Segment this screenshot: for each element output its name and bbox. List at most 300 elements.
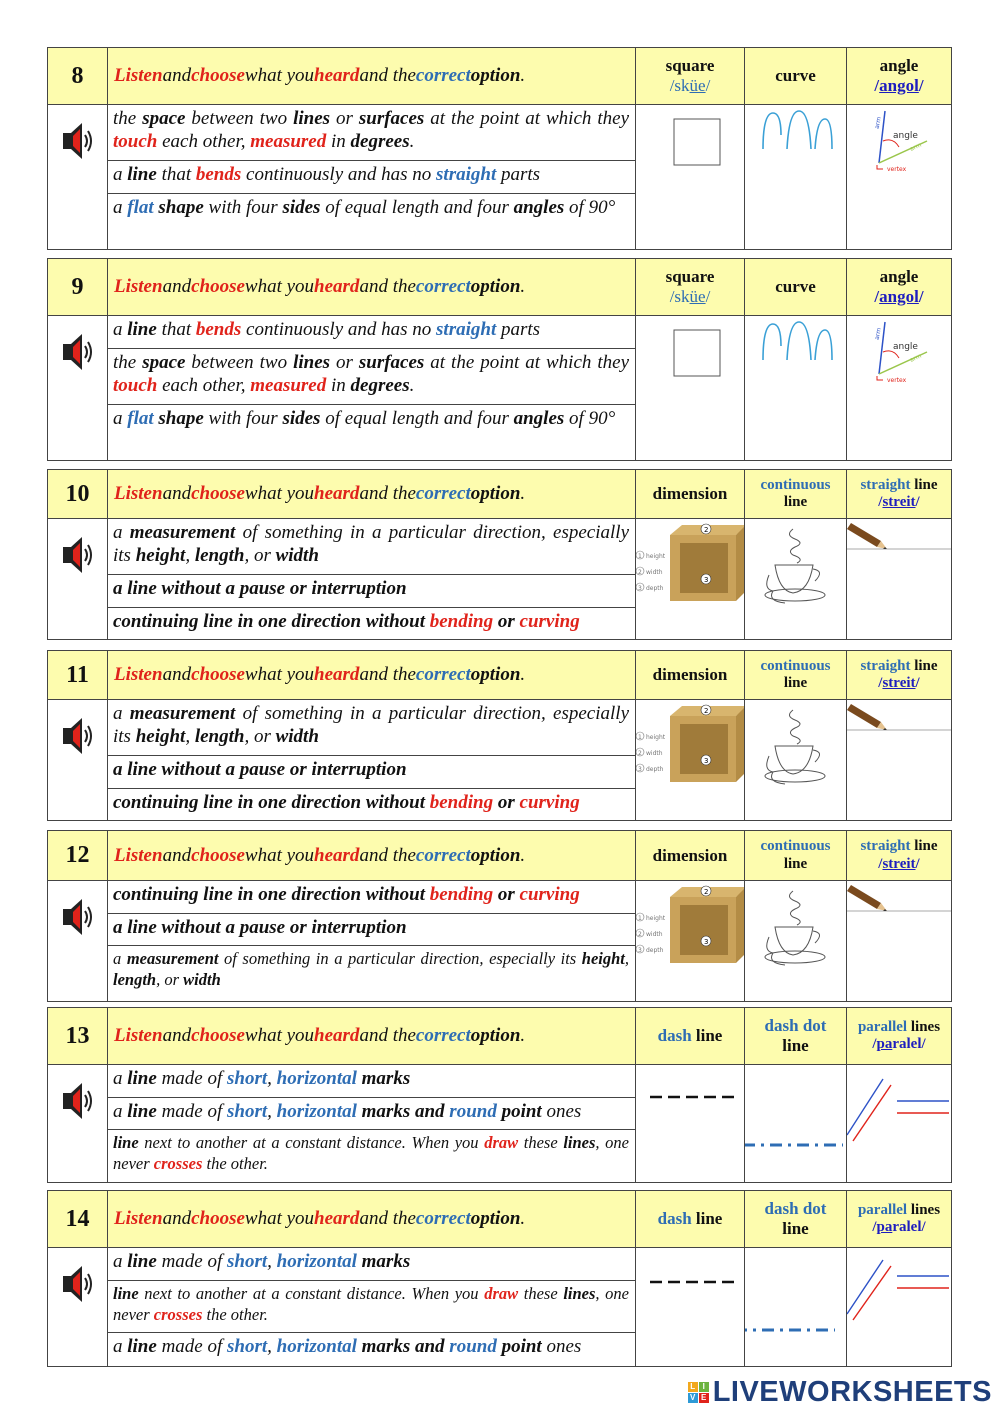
instr-listen: Listen [114,65,163,86]
definition-row[interactable] [108,608,635,639]
instr-heard: heard [314,276,360,297]
pron-part: / [915,855,920,872]
option-pronunciation [874,76,923,96]
straight-line-picture[interactable] [847,700,951,820]
definition-row[interactable] [108,194,635,249]
option-word: line [783,494,808,510]
liveworksheets-logo [688,1376,992,1409]
square-shape-icon [636,316,744,456]
definitions [108,105,636,249]
def-keyword: surfaces [358,108,425,129]
vertex-label: vertex [887,377,907,384]
dimension-picture[interactable] [636,700,745,820]
box-number: 2 [704,707,709,715]
curve-shape-icon [745,105,845,245]
box-number: 3 [638,766,642,773]
instr-correct: correct [415,276,471,297]
def-keyword: short [227,1101,268,1122]
definition-row[interactable] [108,1333,635,1366]
def-keyword: lines [563,1284,596,1303]
instruction-text [108,259,636,315]
def-text: a [113,1101,128,1122]
exercise-8 [47,47,952,250]
option-pronunciation [670,287,711,307]
pron-part: / [705,76,711,95]
option-dash-dot-line[interactable] [745,1008,847,1064]
option-word: dimension [652,484,728,504]
def-text: made of [156,1101,227,1122]
pron-part: / [872,1036,877,1052]
arm-label: arm [873,327,883,341]
def-text: a [113,408,128,429]
option-word: line [910,838,938,855]
instr-text: and the [359,276,416,297]
def-keyword: curving [519,611,580,632]
speaker-icon[interactable] [62,1079,94,1123]
def-keyword: line [127,1068,157,1089]
option-straight-line[interactable] [847,831,951,880]
box-label: height [646,915,666,922]
continuous-line-picture[interactable] [745,881,847,1001]
box-dimension-icon [636,881,744,1001]
option-dash-dot-line[interactable] [745,1191,847,1247]
option-word: line [782,1219,809,1238]
option-word: lines [907,1018,941,1035]
option-word: line [910,657,938,674]
instr-option: option [470,664,521,685]
speaker-icon[interactable] [62,714,94,758]
def-text: a [113,197,128,218]
def-text: the [113,352,143,373]
instr-text: and [162,276,192,297]
def-text: made of [156,1251,227,1272]
exercise-number: 10 [48,470,108,518]
def-keyword: draw [484,1133,519,1152]
speaker-icon[interactable] [62,119,94,163]
option-dimension[interactable] [636,470,745,518]
straight-line-picture[interactable] [847,881,951,1001]
pron-part: / [878,855,883,872]
def-text: parts [496,164,541,185]
def-text: , [267,1068,277,1089]
box-number: 2 [638,569,642,576]
definition-row[interactable] [108,405,635,460]
option-word: line [783,675,808,691]
def-text: . [409,375,415,396]
definitions [108,881,636,1001]
option-parallel-lines[interactable] [847,1008,951,1064]
option-pronunciation [874,287,923,307]
speaker-icon[interactable] [62,533,94,577]
def-text: . [409,131,415,152]
vertex-label: vertex [887,166,907,173]
def-text: , [267,1101,277,1122]
instr-text: what you [244,483,315,504]
box-number: 3 [704,757,709,765]
def-text: the other. [202,1305,268,1324]
instr-text: and the [359,65,416,86]
definition-row[interactable] [108,756,635,789]
instr-correct: correct [415,1208,471,1229]
def-text: in [326,375,351,396]
def-text: of 90° [564,408,616,429]
angle-picture[interactable] [847,105,951,249]
dash-line-icon [636,1065,744,1181]
def-keyword: bends [195,319,242,340]
instr-listen: Listen [114,844,163,866]
def-text: of equal length and four [320,408,514,429]
option-word: curve [775,277,816,297]
def-keyword: curving [519,792,580,813]
def-text: a [113,1251,128,1272]
def-text: the other. [202,1154,268,1173]
option-square[interactable] [636,48,745,104]
def-text: a line without a pause or interruption [113,917,407,938]
def-keyword: round [449,1336,497,1357]
def-keyword: height [135,726,186,747]
speaker-icon[interactable] [62,1262,94,1306]
box-number: 1 [638,915,642,922]
option-curve[interactable] [745,259,847,315]
straight-line-picture[interactable] [847,519,951,639]
audio-cell [48,881,108,1001]
angle-diagram-icon [847,105,951,245]
instruction-text [108,651,636,699]
def-text: a [113,164,128,185]
box-label: depth [646,947,664,954]
def-keyword: horizontal [276,1251,357,1272]
def-text: between two [185,108,294,129]
pron-part: streit [882,494,916,510]
pron-part: /sk [669,287,690,306]
def-text: a [113,949,127,968]
exercise-body [48,519,951,639]
square-picture[interactable] [636,105,745,249]
box-number: 2 [638,750,642,757]
def-text: a [113,703,130,724]
dash-line-picture[interactable] [636,1065,745,1182]
option-square[interactable] [636,259,745,315]
dimension-picture[interactable] [636,881,745,1001]
instr-text: and the [359,1208,416,1229]
continuous-line-picture[interactable] [745,700,847,820]
angle-label: angle [893,131,918,141]
definition-row[interactable] [108,700,635,756]
option-straight-line[interactable] [847,651,951,699]
def-text: continuing line in one direction without [113,611,430,632]
def-text: continuing line in one direction without [113,792,430,813]
option-word: dimension [652,845,728,865]
def-keyword: crosses [153,1154,203,1173]
def-text: that [156,164,196,185]
exercise-number: 12 [48,831,108,880]
option-word: curve [775,66,816,86]
option-word: dash [657,1209,692,1229]
def-keyword: width [183,970,221,989]
def-text: with four [203,408,283,429]
speaker-icon[interactable] [62,330,94,374]
parallel-lines-picture[interactable] [847,1248,951,1366]
option-word: continuous [760,657,831,674]
instr-text: and [162,1025,192,1046]
option-word: continuous [760,476,831,493]
def-text: of something in a particular direction, especially its [113,522,629,566]
def-keyword: short [227,1251,268,1272]
option-pronunciation [878,675,919,692]
exercise-header [48,831,951,881]
definition-row[interactable] [108,1130,635,1182]
def-text: , [185,726,195,747]
option-word: square [665,56,715,76]
instr-text: and the [359,664,416,685]
definition-row[interactable] [108,1065,635,1098]
pron-part: ralel/ [892,1219,926,1235]
logo-letter: L [688,1382,698,1392]
option-word: dimension [652,665,728,685]
option-angle[interactable] [847,48,951,104]
definition-row[interactable] [108,519,635,575]
definition-row[interactable] [108,349,635,405]
speaker-icon[interactable] [62,895,94,939]
instr-text: and the [359,483,416,504]
definition-row[interactable] [108,914,635,946]
definition-row[interactable] [108,105,635,161]
def-text: a [113,522,130,543]
continuous-line-picture[interactable] [745,519,847,639]
def-text: or [493,611,520,632]
box-label: height [646,553,666,560]
option-straight-line[interactable] [847,470,951,518]
coffee-cup-sketch-icon [745,700,845,820]
option-dash-line[interactable] [636,1008,745,1064]
pencil-line-icon [847,700,951,820]
def-keyword: length [113,970,157,989]
pron-part: ralel/ [892,1036,926,1052]
dash-line-picture[interactable] [636,1248,745,1366]
box-number: 2 [704,888,709,896]
exercise-number: 14 [48,1191,108,1247]
instr-option: option [470,1208,521,1229]
square-shape-icon [636,105,744,245]
instr-listen: Listen [114,483,163,504]
def-keyword: measurement [126,949,219,968]
def-text: , [267,1251,277,1272]
def-keyword: line [127,1336,157,1357]
definition-row[interactable] [108,1248,635,1281]
arm-label: arm [873,116,883,130]
definition-row[interactable] [108,946,635,1001]
instr-listen: Listen [114,1208,163,1229]
exercise-number: 9 [48,259,108,315]
option-pronunciation [872,1036,925,1053]
coffee-cup-sketch-icon [745,519,845,639]
pron-part: üe [689,76,706,95]
definition-row[interactable] [108,161,635,194]
pron-part: pa [876,1219,893,1235]
def-keyword: angles [513,408,565,429]
box-number: 1 [638,734,642,741]
definitions [108,316,636,460]
option-word: lines [907,1201,941,1218]
instr-text: what you [244,664,315,685]
parallel-lines-picture[interactable] [847,1065,951,1182]
pron-part: / [705,287,711,306]
dash-dot-line-picture[interactable] [745,1248,847,1366]
curve-picture[interactable] [745,105,847,249]
angle-diagram-icon [847,316,951,456]
option-word: line [783,855,808,872]
def-keyword: angles [513,197,565,218]
instr-option: option [470,65,521,86]
def-keyword: width [275,726,319,747]
exercise-body [48,700,951,820]
box-dimension-icon [636,700,744,820]
coffee-cup-sketch-icon [745,881,845,1001]
def-keyword: measured [250,131,327,152]
option-dimension[interactable] [636,651,745,699]
instr-heard: heard [314,483,360,504]
instr-option: option [470,483,521,504]
def-keyword: width [275,545,319,566]
audio-cell [48,1248,108,1366]
def-keyword: touch [113,375,158,396]
definition-row[interactable] [108,1281,635,1333]
exercise-number: 13 [48,1008,108,1064]
box-number: 3 [704,576,709,584]
option-word: straight [860,838,911,855]
def-keyword: line [113,1284,139,1303]
dimension-picture[interactable] [636,519,745,639]
exercise-10 [47,469,952,640]
audio-cell [48,519,108,639]
instr-heard: heard [314,1208,360,1229]
option-parallel-lines[interactable] [847,1191,951,1247]
definition-row[interactable] [108,316,635,349]
exercise-body [48,105,951,249]
instr-choose: choose [191,1025,245,1046]
instr-text: and the [359,844,416,866]
instr-text: and [162,483,192,504]
pron-part: / [915,675,920,691]
instruction-text [108,470,636,518]
option-word: line [691,1209,723,1229]
instr-heard: heard [314,664,360,685]
def-text: or [330,352,359,373]
instr-listen: Listen [114,1025,163,1046]
exercise-header [48,1008,951,1065]
option-dimension[interactable] [636,831,745,880]
square-picture[interactable] [636,316,745,460]
option-word: dash [657,1026,692,1046]
option-continuous-line[interactable] [745,831,847,880]
def-keyword: crosses [153,1305,203,1324]
instr-text: and [162,844,192,866]
instr-correct: correct [415,483,471,504]
exercise-body [48,1248,951,1366]
pron-part: / [878,675,883,691]
exercise-11 [47,650,952,821]
def-text: of something in a particular direction, especially its [113,703,629,747]
option-angle[interactable] [847,259,951,315]
instr-choose: choose [191,276,245,297]
definition-row[interactable] [108,1098,635,1130]
def-keyword: round [449,1101,497,1122]
def-keyword: line [127,1251,157,1272]
dash-line-icon [636,1248,744,1364]
definition-row[interactable] [108,789,635,820]
option-word: line [910,476,938,493]
def-text: , one never [113,1133,629,1173]
exercise-body [48,881,951,1001]
box-dimension-icon [636,519,744,639]
option-dash-line[interactable] [636,1191,745,1247]
angle-picture[interactable] [847,316,951,460]
def-keyword: measured [250,375,327,396]
parallel-lines-icon [847,1248,951,1364]
def-text: these [518,1133,564,1152]
option-word: dash dot [764,1199,827,1219]
instr-text: what you [244,276,315,297]
curve-picture[interactable] [745,316,847,460]
definitions [108,1065,636,1182]
def-keyword: line [127,319,157,340]
instruction-text [108,48,636,104]
def-keyword: horizontal [276,1336,357,1357]
def-text: in [326,131,351,152]
def-keyword: degrees [350,375,410,396]
logo-letter: E [699,1393,709,1403]
def-text: , [267,1336,277,1357]
instr-heard: heard [314,65,360,86]
instr-option: option [470,276,521,297]
option-pronunciation [872,1219,925,1236]
pron-part: pa [876,1036,893,1052]
box-number: 3 [638,585,642,592]
def-keyword: length [194,726,245,747]
def-text: next to another at a constant distance. When you [138,1133,485,1152]
exercise-13 [47,1007,952,1183]
definition-row[interactable] [108,881,635,914]
box-number: 1 [638,553,642,560]
instr-text: what you [244,65,315,86]
box-label: depth [646,585,664,592]
def-keyword: straight [436,319,497,340]
def-text: each other, [157,131,251,152]
audio-cell [48,105,108,249]
option-pronunciation [878,494,919,511]
def-text: , or [244,545,276,566]
definition-row[interactable] [108,575,635,608]
pron-part: / [918,76,924,95]
instr-text: and [162,65,192,86]
def-text: , or [156,970,184,989]
definitions [108,1248,636,1366]
option-continuous-line[interactable] [745,651,847,699]
pron-part: üe [689,287,706,306]
dash-dot-line-picture[interactable] [745,1065,847,1182]
pron-part: angol [879,76,919,95]
option-curve[interactable] [745,48,847,104]
box-label: width [646,569,663,576]
instr-correct: correct [415,664,471,685]
option-word: straight [860,476,911,493]
option-continuous-line[interactable] [745,470,847,518]
dash-dot-line-icon [745,1065,845,1181]
def-keyword: shape [158,408,204,429]
def-text: or [493,792,520,813]
def-text: , or [244,726,276,747]
option-pronunciation [670,76,711,96]
